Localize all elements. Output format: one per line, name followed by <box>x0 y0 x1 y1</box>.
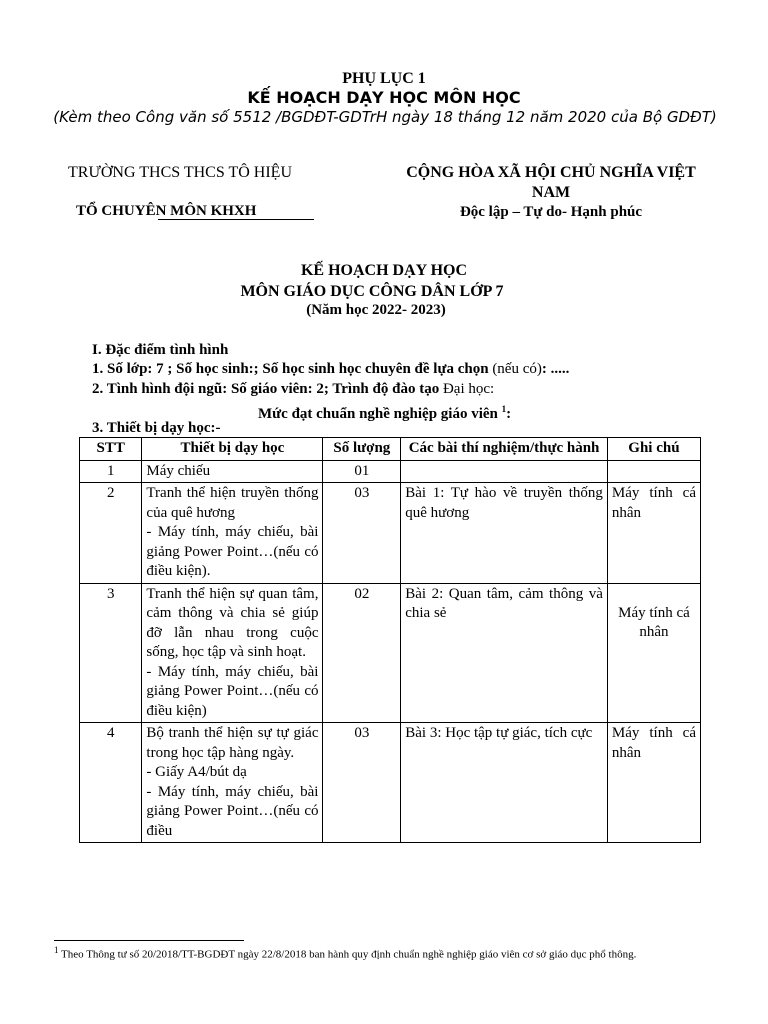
cell-device: Tranh thể hiện sự quan tâm, cảm thông và chia sẻ giúp đỡ lẫn nhau trong cuộc sống, học tập và sinh hoạt. - Máy tính, máy chiếu, bài giảng Power Point…(nếu có điều kiện) <box>142 583 323 723</box>
class-info-text: 1. Số lớp: 7 ; Số học sinh:; Số học sinh học chuyên đề lựa chọn <box>92 361 489 377</box>
section-equipment: 3. Thiết bị dạy học:- <box>92 420 221 436</box>
cell-note: Máy tính cá nhân <box>607 483 700 584</box>
cell-device: Tranh thể hiện truyền thống của quê hương - Máy tính, máy chiếu, bài giảng Power Point…(nếu có điều kiện). <box>142 483 323 584</box>
standard-level-tail: : <box>506 406 512 422</box>
table-row <box>80 483 701 584</box>
cell-device: Máy chiếu <box>142 460 323 483</box>
standard-level-text: Mức đạt chuẩn nghề nghiệp giáo viên <box>258 406 498 422</box>
subject-title: MÔN GIÁO DỤC CÔNG DÂN LỚP 7 <box>240 283 504 300</box>
footnote-text: Theo Thông tư số 20/2018/TT-BGDĐT ngày 22/8/2018 ban hành quy định chuẩn nghề nghiệp giáo viên cơ sở giáo dục phổ thông. <box>58 948 637 961</box>
cell-note <box>607 460 700 483</box>
cell-experiment: Bài 2: Quan tâm, cảm thông và chia sẻ <box>401 583 608 723</box>
cell-stt: 2 <box>80 483 142 584</box>
main-title: KẾ HOẠCH DẠY HỌC <box>300 262 468 279</box>
header-device: Thiết bị dạy học <box>142 438 323 461</box>
equipment-table <box>79 437 701 843</box>
national-motto: Độc lập – Tự do- Hạnh phúc <box>459 204 643 220</box>
header-stt: STT <box>80 438 142 461</box>
cell-quantity: 03 <box>323 483 401 584</box>
cell-stt: 1 <box>80 460 142 483</box>
cell-experiment: Bài 1: Tự hào về truyền thống quê hương <box>401 483 608 584</box>
cell-device: Bộ tranh thể hiện sự tự giác trong học tập hàng ngày. - Giấy A4/bút dạ - Máy tính, máy chiếu, bài giảng Power Point…(nếu có điều <box>142 723 323 843</box>
department-name: TỔ CHUYÊN MÔN KHXH <box>76 203 257 219</box>
footnote-separator <box>54 940 244 941</box>
cell-experiment: Bài 3: Học tập tự giác, tích cực <box>401 723 608 843</box>
cell-stt: 4 <box>80 723 142 843</box>
section-heading-situation: I. Đặc điểm tình hình <box>92 342 229 358</box>
table-row <box>80 460 701 483</box>
staff-info-text: 2. Tình hình đội ngũ: Số giáo viên: 2; Trình độ đào tạo <box>92 381 440 397</box>
plan-title: KẾ HOẠCH DẠY HỌC MÔN HỌC <box>247 88 521 107</box>
table-row <box>80 723 701 843</box>
footnote-mark: 1 <box>54 945 59 955</box>
cell-quantity: 03 <box>323 723 401 843</box>
cell-stt: 3 <box>80 583 142 723</box>
footnote-ref[interactable]: 1 <box>501 404 507 414</box>
cell-experiment <box>401 460 608 483</box>
cell-quantity: 02 <box>323 583 401 723</box>
footnote <box>54 943 704 963</box>
staff-degree: Đại học: <box>439 381 495 397</box>
header-quantity: Số lượng <box>323 438 401 461</box>
school-year: (Năm học 2022- 2023) <box>306 302 446 318</box>
school-name: TRƯỜNG THCS THCS TÔ HIỆU <box>68 164 292 181</box>
cell-quantity: 01 <box>323 460 401 483</box>
plan-subtitle: (Kèm theo Công văn số 5512 /BGDĐT-GDTrH ngày 18 tháng 12 năm 2020 của Bộ GDĐT) <box>53 108 717 126</box>
cell-note: Máy tính cá nhân <box>607 723 700 843</box>
class-info-optional: (nếu có) <box>488 361 542 377</box>
table-row <box>80 583 701 723</box>
table-header-row <box>80 438 701 461</box>
republic-name: CỘNG HÒA XÃ HỘI CHỦ NGHĨA VIỆT NAM <box>406 164 696 201</box>
cell-note: Máy tính cá nhân <box>607 583 700 723</box>
class-info-tail: : ..... <box>541 361 570 377</box>
header-note: Ghi chú <box>607 438 700 461</box>
header-experiment: Các bài thí nghiệm/thực hành <box>401 438 608 461</box>
appendix-title: PHỤ LỤC 1 <box>342 70 426 87</box>
